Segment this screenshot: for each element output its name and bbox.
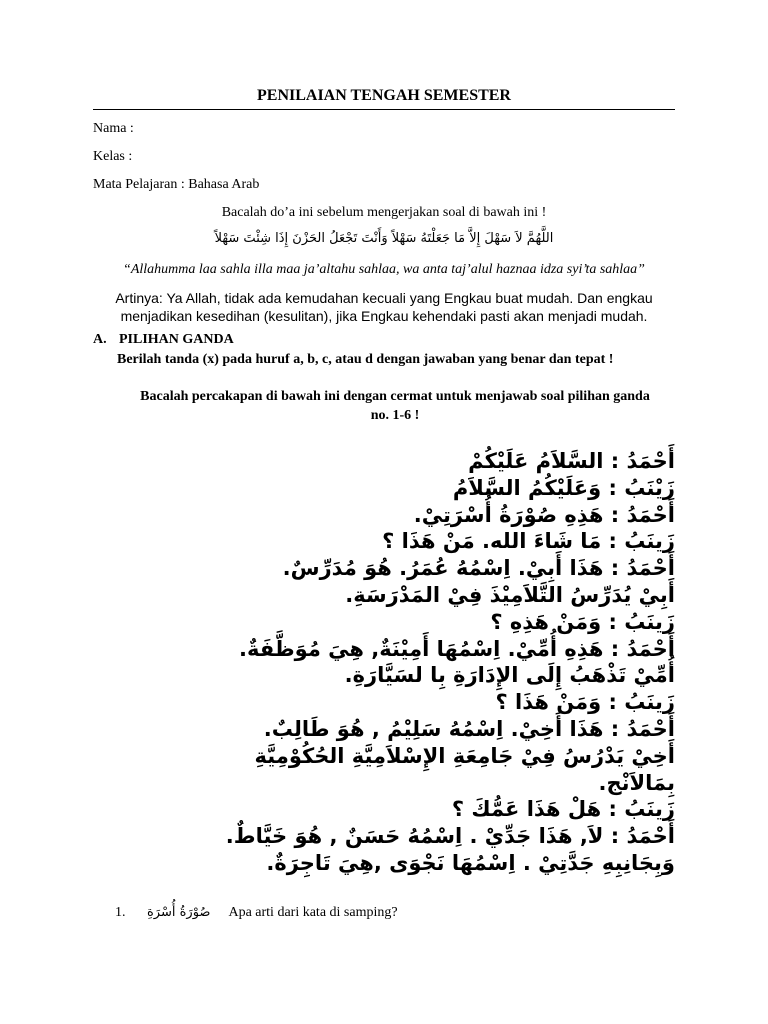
dialogue-line: أَحْمَدُ : لاَ, هَذَا جَدِّيْ . اِسْمُهُ حَسَنٌ , هُوَ خَيَّاطٌ.: [225, 824, 675, 849]
question-text: Apa arti dari kata di samping?: [228, 905, 398, 920]
prayer-meaning: Artinya: Ya Allah, tidak ada kemudahan kecuali yang Engkau buat mudah. Dan engkau menjadikan kesedihan (kesulitan), jika Engkau kehendaki pasti akan menjadi mudah.: [115, 290, 653, 324]
dialogue-line: أَخِيْ يَدْرُسُ فِيْ جَامِعَةِ الإِسْلاَمِيَّةِ الحُكُوْمِيَّةِ: [254, 743, 675, 768]
question-item: [115, 905, 398, 921]
dialogue-line: أَحْمَدُ : هَذِهِ أُمِّيْ. اِسْمُهَا أَمِيْنَةٌ, هِيَ مُوَظَّفَةٌ.: [239, 636, 675, 661]
dialogue-line: أُمِّيْ تَذْهَبُ إِلَى الإِدَارَةِ بِا لسَيَّارَةِ.: [344, 663, 675, 688]
passage-intro: Bacalah percakapan di bawah ini dengan cermat untuk menjawab soal pilihan ganda no. 1-6 !: [140, 389, 650, 423]
section-instruction: Berilah tanda (x) pada huruf a, b, c, atau d dengan jawaban yang benar dan tepat !: [117, 352, 614, 367]
page-title: PENILAIAN TENGAH SEMESTER: [257, 87, 511, 104]
field-kelas: Kelas :: [93, 149, 133, 164]
dialogue-line: أَبِيْ يُدَرِّسُ التَّلاَمِيْذَ فِيْ المَدْرَسَةِ.: [345, 582, 675, 607]
dialogue-line: بِمَالاَنْج.: [598, 770, 675, 795]
prayer-arabic: اللَّهُمَّ لاَ سَهْلَ إِلاَّ مَا جَعَلْتَهُ سَهْلاً وَأَنْتَ تَجْعَلُ الحَزْنَ إِذَا شِئْتَ سَهْلاً: [214, 231, 554, 246]
dialogue-line: أَحْمَدُ : السَّلاَمُ عَلَيْكُمْ: [468, 449, 675, 473]
section-letter: A.: [93, 332, 107, 347]
dialogue-line: زَينَبُ : مَا شَاءَ الله. مَنْ هَذَا ؟: [382, 529, 675, 554]
field-nama: Nama :: [93, 121, 134, 136]
section-heading: [93, 332, 234, 348]
dialogue-line: زَينَبُ : وَمَنْ هَذَا ؟: [495, 690, 675, 715]
dialogue-line: زَينَبُ : وَمَنْ هَذِهِ ؟: [490, 609, 675, 634]
field-mata-pelajaran: Mata Pelajaran : Bahasa Arab: [93, 177, 260, 192]
prayer-intro: Bacalah do’a ini sebelum mengerjakan soal di bawah ini !: [221, 205, 547, 220]
section-title: PILIHAN GANDA: [119, 332, 234, 347]
dialogue-line: أَحْمَدُ : هَذِهِ صُوْرَةُ أُسْرَتِيْ.: [413, 502, 675, 527]
dialogue-line: أَحْمَدُ : هَذَا أَبِيْ. اِسْمُهُ عُمَرُ. هُوَ مُدَرِّسٌ.: [282, 556, 675, 581]
dialogue-passage: [155, 448, 675, 877]
question-number: 1.: [115, 905, 126, 920]
dialogue-line: زَيْنَبُ : وَعَلَيْكُمُ السَّلاَمُ: [452, 475, 675, 500]
dialogue-line: زَينَبُ : هَلْ هَذَا عَمُّكَ ؟: [451, 797, 675, 822]
prayer-latin: “Allahumma laa sahla illa maa ja’altahu sahlaa, wa anta taj’alul haznaa idza syi’ta sahlaa”: [123, 262, 645, 277]
question-arabic-term: صُوْرَةُ أُسْرَةِ: [147, 905, 211, 920]
title-divider: [93, 109, 675, 110]
dialogue-line: وَبِجَانِبِهِ جَدَّتِيْ . اِسْمُهَا نَجْوَى ,هِيَ تَاجِرَةٌ.: [266, 850, 675, 875]
dialogue-line: أَحْمَدُ : هَذَا أَخِيْ. اِسْمُهُ سَلِيْمُ , هُوَ طَالِبٌ.: [263, 716, 675, 741]
